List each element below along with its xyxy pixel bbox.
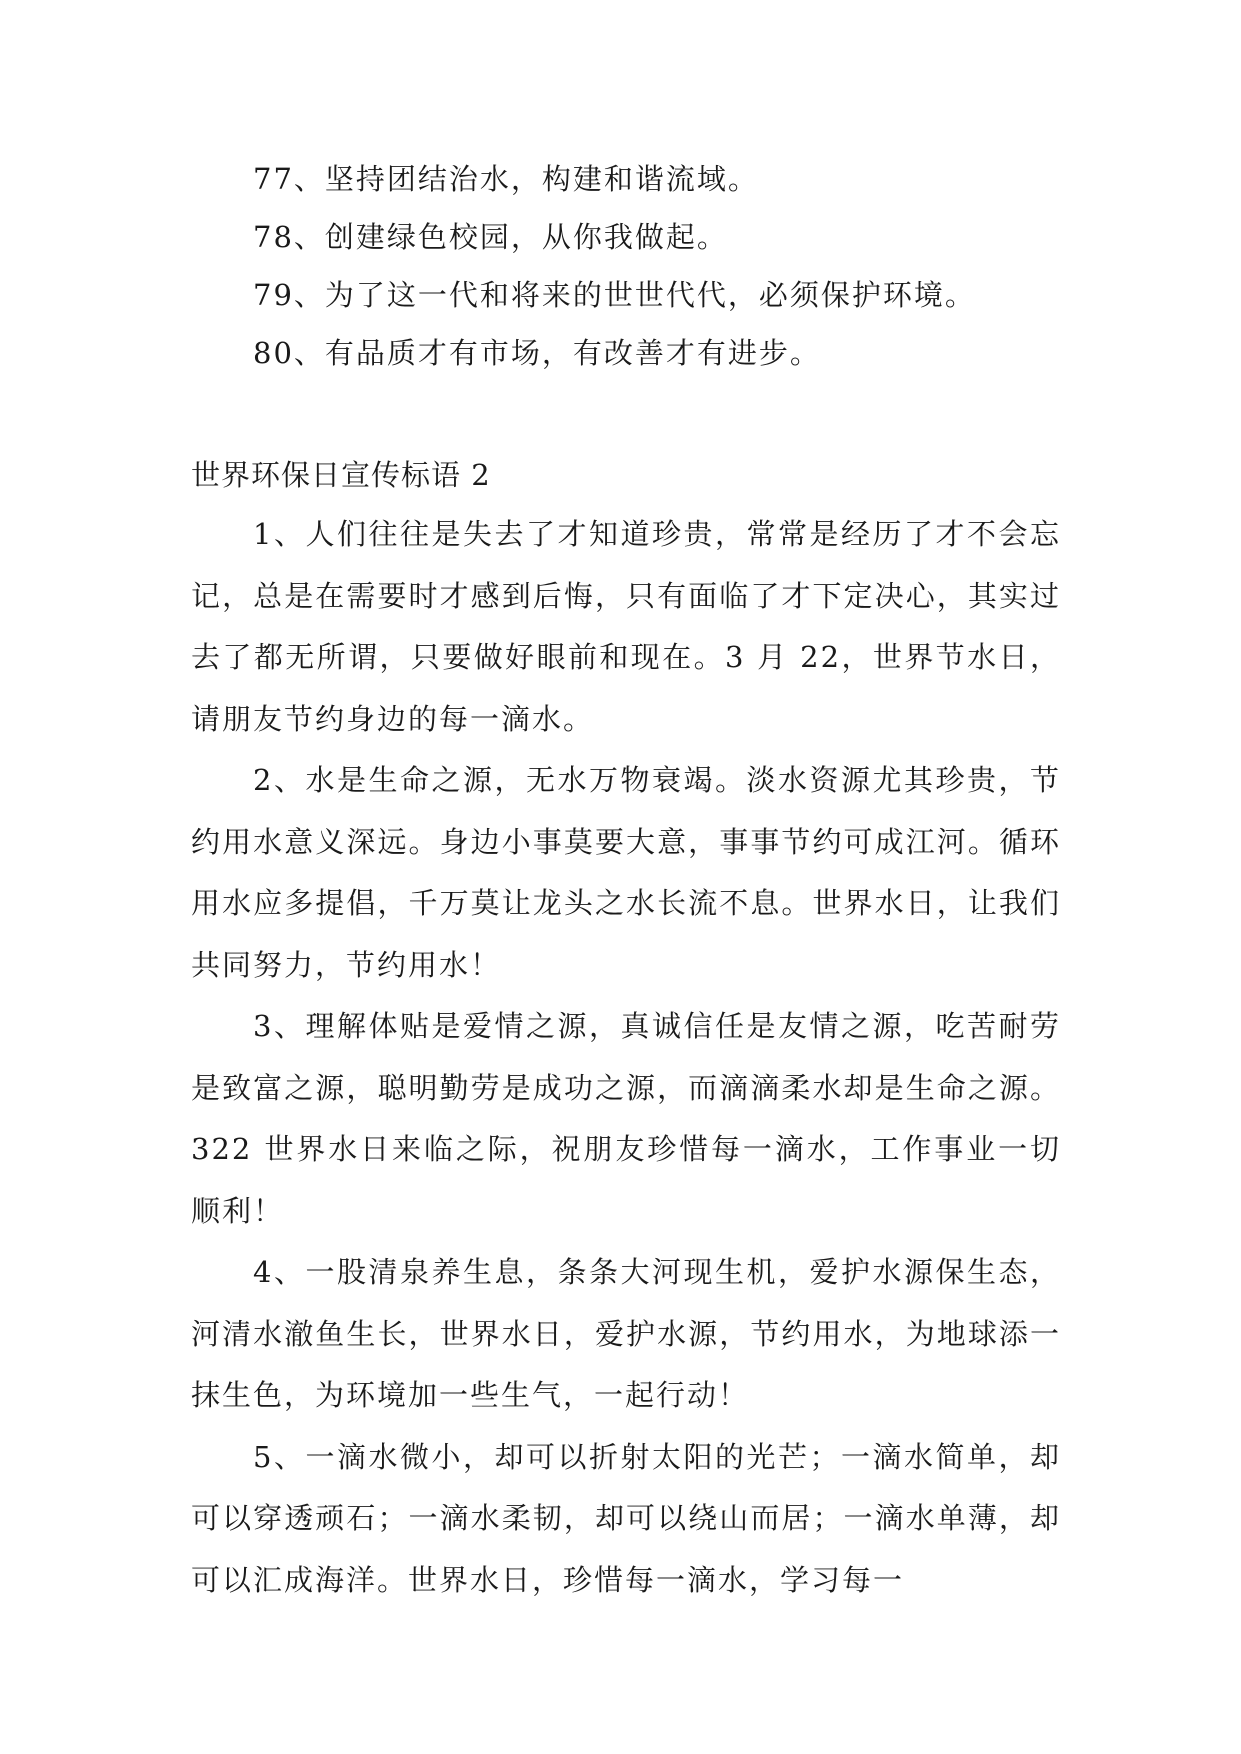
paragraph: 5、一滴水微小，却可以折射太阳的光芒；一滴水简单，却可以穿透顽石；一滴水柔韧，却可以绕山而居；一滴水单薄，却可以汇成海洋。世界水日，珍惜每一滴水，学习每一 bbox=[191, 1439, 1061, 1597]
paragraph: 3、理解体贴是爱情之源，真诚信任是友情之源，吃苦耐劳是致富之源，聪明勤劳是成功之源，而滴滴柔水却是生命之源。322 世界水日来临之际，祝朋友珍惜每一滴水，工作事业一切顺利！ bbox=[191, 1009, 1061, 1228]
document-page bbox=[191, 150, 1061, 1611]
list-item: 79、为了这一代和将来的世世代代，必须保护环境。 bbox=[253, 278, 976, 312]
paragraph: 1、人们往往是失去了才知道珍贵，常常是经历了才不会忘记，总是在需要时才感到后悔，只有面临了才下定决心，其实过去了都无所谓，只要做好眼前和现在。3 月 22，世界节水日，请朋友节约身边的每一滴水。 bbox=[191, 517, 1061, 736]
list-item: 78、创建绿色校园，从你我做起。 bbox=[253, 220, 728, 254]
list-item: 77、坚持团结治水，构建和谐流域。 bbox=[253, 162, 759, 196]
list-item: 80、有品质才有市场，有改善才有进步。 bbox=[253, 336, 821, 370]
paragraph: 4、一股清泉养生息，条条大河现生机，爱护水源保生态，河清水澈鱼生长，世界水日，爱护水源，节约用水，为地球添一抹生色，为环境加一些生气，一起行动！ bbox=[191, 1255, 1061, 1412]
paragraph: 2、水是生命之源，无水万物衰竭。淡水资源尤其珍贵，节约用水意义深远。身边小事莫要大意，事事节约可成江河。循环用水应多提倡，千万莫让龙头之水长流不息。世界水日，让我们共同努力，节约用水！ bbox=[191, 763, 1061, 982]
section-title: 世界环保日宣传标语 2 bbox=[191, 458, 491, 492]
